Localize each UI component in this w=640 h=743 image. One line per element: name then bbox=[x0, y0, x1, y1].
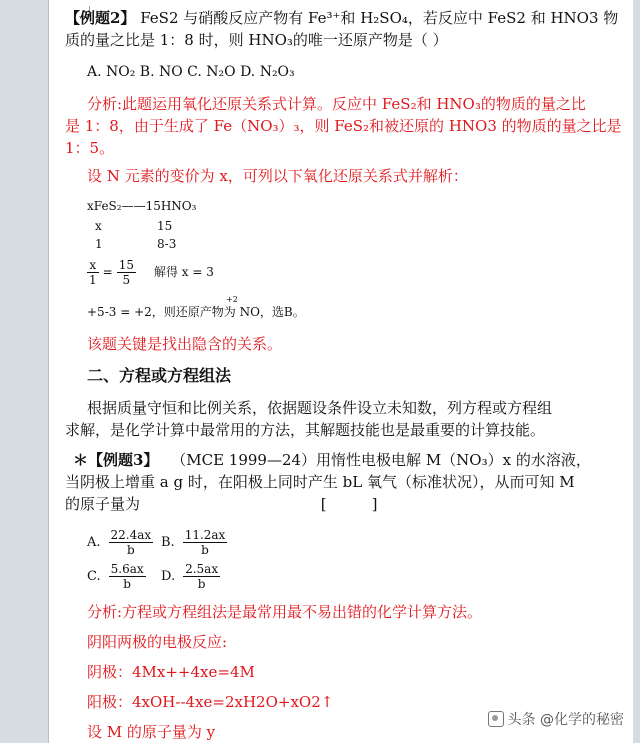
section-para-line1: 根据质量守恒和比例关系，依据题设条件设立未知数，列方程或方程组 bbox=[87, 399, 553, 417]
relation-row2-left: 1 bbox=[95, 237, 103, 251]
section-heading: 二、方程或方程组法 bbox=[87, 366, 232, 385]
answer-bracket: [ ] bbox=[320, 495, 378, 513]
example2-analysis-line1: 分析:此题运用氧化还原关系式计算。反应中 FeS₂和 HNO₃的物质的量之比 bbox=[87, 95, 586, 113]
camera-icon bbox=[488, 711, 504, 727]
example3-analysis: 分析:方程或方程组法是最常用最不易出错的化学计算方法。 bbox=[87, 603, 483, 621]
watermark: 头条 @化学的秘密 bbox=[484, 707, 628, 731]
relation-row1-left: x bbox=[95, 219, 102, 233]
example2-analysis-line3: 1：5。 bbox=[65, 139, 115, 157]
option-d: D. $\frac{2.5ax}{b}$ bbox=[161, 562, 219, 591]
electrode-heading: 阴阳两极的电极反应: bbox=[87, 633, 228, 651]
relation-row1-right: 15 bbox=[157, 219, 173, 233]
example3-question-line2: 当阴极上增重 a g 时，在阳极上同时产生 bL 氧气（标准状况），从而可知 M bbox=[65, 473, 575, 491]
relation-row2-right: 8-3 bbox=[157, 237, 177, 251]
example2-conclusion: +5-3 = +2，则还原产物为 NO，选B。 bbox=[87, 305, 305, 319]
document-page bbox=[48, 0, 633, 743]
solve-text: 解得 x = 3 bbox=[153, 265, 214, 279]
example2-options: A. NO₂ B. NO C. N₂O D. N₂O₃ bbox=[87, 64, 295, 80]
example2-question-line1: 【例题2】 FeS2 与硝酸反应产物有 Fe³⁺和 H₂SO₄，若反应中 FeS2 和 HNO3 物 bbox=[65, 9, 619, 27]
example2-question-line2: 质的量之比是 1：8 时，则 HNO₃的唯一还原产物是（ ） bbox=[65, 31, 448, 49]
relation-expression: xFeS₂——15HNO₃ bbox=[87, 199, 197, 213]
proportion-equation: $\frac{x}{1}$ = $\frac{15}{5}$ 解得 x = 3 bbox=[89, 257, 214, 287]
example3-question-line3: 的原子量为 [ ] bbox=[65, 495, 378, 513]
option-c: C. $\frac{5.6ax}{b}$ bbox=[87, 562, 144, 591]
cathode-reaction: 阴极：4Mx++4xe=4M bbox=[87, 663, 255, 681]
option-a: A. $\frac{22.4ax}{b}$ bbox=[87, 528, 152, 557]
oxidation-state-mark: +2 bbox=[226, 295, 238, 304]
atomic-mass-setup: 设 M 的原子量为 y bbox=[87, 723, 216, 741]
option-b: B. $\frac{11.2ax}{b}$ bbox=[161, 528, 226, 557]
example3-question-line1: ＊【例题3】 （MCE 1999—24）用惰性电极电解 M（NO₃）x 的水溶液， bbox=[73, 451, 591, 469]
section-para-line2: 求解，是化学计算中最常用的方法，其解题技能也是最重要的计算技能。 bbox=[65, 421, 546, 439]
example2-analysis-line2: 是 1：8，由于生成了 Fe（NO₃）₃，则 FeS₂和被还原的 HNO3 的物质的量之比是 bbox=[65, 117, 622, 135]
fraction-left: $\frac{x}{1}$ bbox=[89, 257, 97, 287]
anode-reaction: 阳极：4xOH--4xe=2xH2O+xO2↑ bbox=[87, 693, 334, 711]
fraction-right: $\frac{15}{5}$ bbox=[118, 257, 134, 287]
example2-key-point: 该题关键是找出隐含的关系。 bbox=[87, 335, 283, 353]
example2-setup: 设 N 元素的变价为 x，可列以下氧化还原关系式并解析： bbox=[87, 167, 468, 185]
